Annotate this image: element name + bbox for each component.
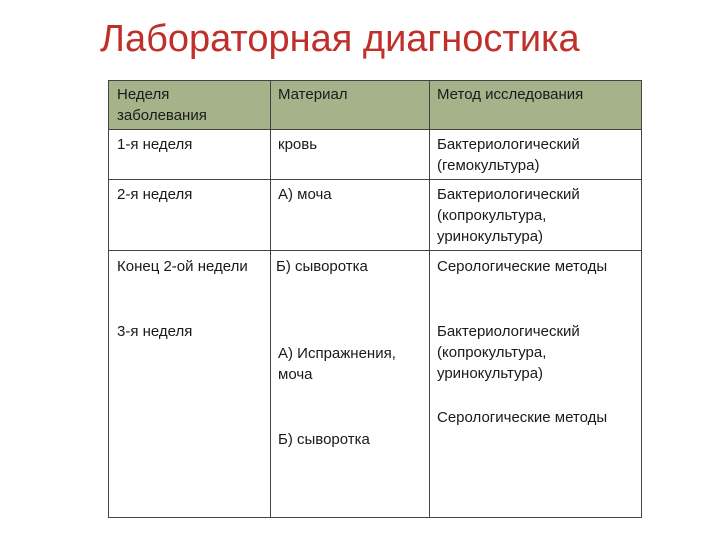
row-divider bbox=[109, 250, 641, 251]
table-cell: Б) сыворотка bbox=[278, 431, 370, 448]
row-divider bbox=[109, 179, 641, 180]
table-cell: Бактериологический (копрокультура, уринокультура) bbox=[437, 186, 580, 245]
table-cell: 2-я неделя bbox=[117, 186, 193, 203]
column-divider bbox=[429, 81, 430, 517]
header-method: Метод исследования bbox=[437, 86, 584, 103]
table-cell: Б) сыворотка bbox=[276, 258, 368, 275]
column-divider bbox=[270, 81, 271, 517]
row-divider bbox=[109, 129, 641, 130]
header-week: Неделя заболевания bbox=[117, 86, 207, 124]
table-cell: Бактериологический (гемокультура) bbox=[437, 136, 580, 174]
slide-title: Лабораторная диагностика bbox=[100, 18, 580, 60]
table-cell: Конец 2-ой недели bbox=[117, 258, 248, 275]
table-cell: Бактериологический (копрокультура, уринокультура) bbox=[437, 323, 580, 382]
table-cell: кровь bbox=[278, 136, 318, 153]
header-material: Материал bbox=[278, 86, 348, 103]
table-cell: А) Испражнения, моча bbox=[278, 345, 396, 383]
table-cell: А) моча bbox=[278, 186, 332, 203]
table-cell: 1-я неделя bbox=[117, 136, 193, 153]
diagnostics-table bbox=[108, 80, 642, 518]
table-cell: 3-я неделя bbox=[117, 323, 193, 340]
table-cell: Серологические методы bbox=[437, 258, 608, 275]
table-cell: Серологические методы bbox=[437, 409, 608, 426]
